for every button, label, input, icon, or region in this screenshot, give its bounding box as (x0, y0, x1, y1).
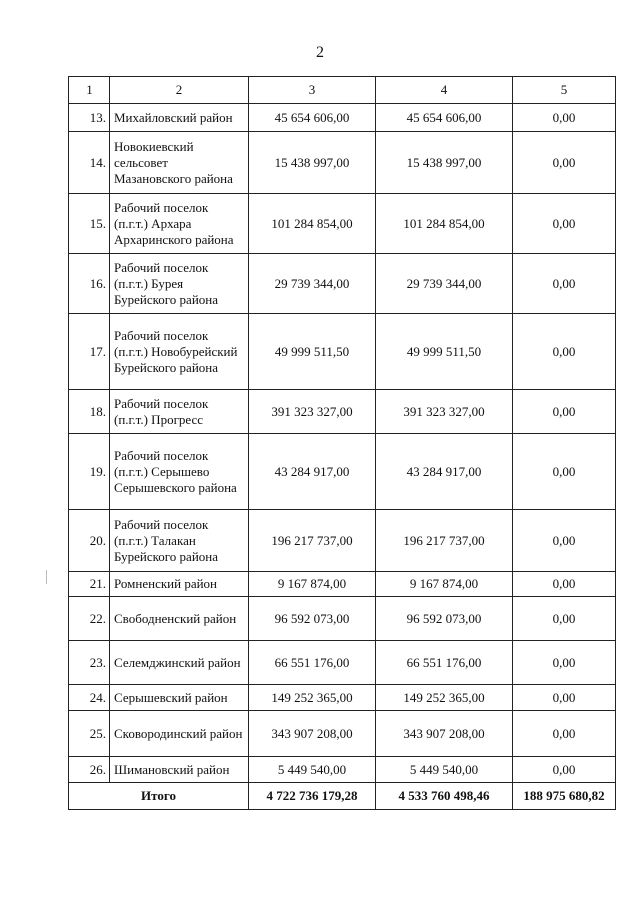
amount-col4: 391 323 327,00 (376, 390, 513, 434)
row-number: 26. (69, 757, 110, 783)
table-row (69, 597, 616, 641)
amount-col5: 0,00 (513, 757, 616, 783)
amount-col3: 15 438 997,00 (249, 132, 376, 194)
row-number: 17. (69, 314, 110, 390)
amount-col3: 43 284 917,00 (249, 434, 376, 510)
amount-col4: 45 654 606,00 (376, 104, 513, 132)
amount-col5: 0,00 (513, 641, 616, 685)
amount-col5: 0,00 (513, 194, 616, 254)
allocation-table (68, 76, 616, 810)
header-cell: 5 (513, 77, 616, 104)
scan-artifact (46, 570, 47, 584)
table-row (69, 757, 616, 783)
amount-col3: 101 284 854,00 (249, 194, 376, 254)
municipality-name: Свободненский район (110, 597, 249, 641)
table-row (69, 132, 616, 194)
amount-col5: 0,00 (513, 104, 616, 132)
amount-col5: 0,00 (513, 314, 616, 390)
amount-col3: 49 999 511,50 (249, 314, 376, 390)
amount-col4: 29 739 344,00 (376, 254, 513, 314)
amount-col4: 343 907 208,00 (376, 711, 513, 757)
amount-col4: 49 999 511,50 (376, 314, 513, 390)
amount-col3: 149 252 365,00 (249, 685, 376, 711)
municipality-name: Рабочий поселок (п.г.т.) Архара Архаринского района (110, 194, 249, 254)
amount-col5: 0,00 (513, 597, 616, 641)
municipality-name: Новокиевский сельсовет Мазановского района (110, 132, 249, 194)
header-cell: 4 (376, 77, 513, 104)
amount-col5: 0,00 (513, 390, 616, 434)
municipality-name: Серышевский район (110, 685, 249, 711)
total-col4: 4 533 760 498,46 (376, 783, 513, 810)
municipality-name: Ромненский район (110, 572, 249, 597)
row-number: 25. (69, 711, 110, 757)
table-row (69, 104, 616, 132)
amount-col5: 0,00 (513, 434, 616, 510)
amount-col4: 149 252 365,00 (376, 685, 513, 711)
amount-col3: 96 592 073,00 (249, 597, 376, 641)
table-row (69, 572, 616, 597)
table-row (69, 194, 616, 254)
amount-col4: 15 438 997,00 (376, 132, 513, 194)
amount-col5: 0,00 (513, 132, 616, 194)
amount-col4: 96 592 073,00 (376, 597, 513, 641)
table-row (69, 390, 616, 434)
page-number: 2 (316, 44, 324, 61)
municipality-name: Сковородинский район (110, 711, 249, 757)
amount-col5: 0,00 (513, 572, 616, 597)
amount-col4: 101 284 854,00 (376, 194, 513, 254)
table-row (69, 641, 616, 685)
amount-col4: 66 551 176,00 (376, 641, 513, 685)
row-number: 18. (69, 390, 110, 434)
header-cell: 3 (249, 77, 376, 104)
amount-col3: 196 217 737,00 (249, 510, 376, 572)
amount-col3: 45 654 606,00 (249, 104, 376, 132)
row-number: 16. (69, 254, 110, 314)
amount-col3: 9 167 874,00 (249, 572, 376, 597)
amount-col3: 343 907 208,00 (249, 711, 376, 757)
row-number: 21. (69, 572, 110, 597)
amount-col5: 0,00 (513, 685, 616, 711)
total-col5: 188 975 680,82 (513, 783, 616, 810)
row-number: 15. (69, 194, 110, 254)
total-label: Итого (69, 783, 249, 810)
municipality-name: Рабочий поселок (п.г.т.) Талакан Бурейского района (110, 510, 249, 572)
row-number: 22. (69, 597, 110, 641)
amount-col5: 0,00 (513, 510, 616, 572)
table-row (69, 254, 616, 314)
municipality-name: Рабочий поселок (п.г.т.) Серышево Серышевского района (110, 434, 249, 510)
row-number: 14. (69, 132, 110, 194)
amount-col4: 196 217 737,00 (376, 510, 513, 572)
amount-col3: 5 449 540,00 (249, 757, 376, 783)
row-number: 13. (69, 104, 110, 132)
total-col3: 4 722 736 179,28 (249, 783, 376, 810)
header-cell: 1 (69, 77, 110, 104)
table-row (69, 685, 616, 711)
amount-col5: 0,00 (513, 254, 616, 314)
municipality-name: Рабочий поселок (п.г.т.) Бурея Бурейского района (110, 254, 249, 314)
amount-col4: 43 284 917,00 (376, 434, 513, 510)
municipality-name: Шимановский район (110, 757, 249, 783)
row-number: 24. (69, 685, 110, 711)
row-number: 19. (69, 434, 110, 510)
total-row (69, 783, 616, 810)
amount-col4: 9 167 874,00 (376, 572, 513, 597)
table-row (69, 510, 616, 572)
municipality-name: Рабочий поселок (п.г.т.) Новобурейский Бурейского района (110, 314, 249, 390)
table-row (69, 434, 616, 510)
amount-col4: 5 449 540,00 (376, 757, 513, 783)
amount-col3: 29 739 344,00 (249, 254, 376, 314)
row-number: 23. (69, 641, 110, 685)
amount-col5: 0,00 (513, 711, 616, 757)
municipality-name: Селемджинский район (110, 641, 249, 685)
table-header-row (69, 77, 616, 104)
table-row (69, 711, 616, 757)
amount-col3: 66 551 176,00 (249, 641, 376, 685)
table-row (69, 314, 616, 390)
amount-col3: 391 323 327,00 (249, 390, 376, 434)
municipality-name: Рабочий поселок (п.г.т.) Прогресс (110, 390, 249, 434)
header-cell: 2 (110, 77, 249, 104)
municipality-name: Михайловский район (110, 104, 249, 132)
row-number: 20. (69, 510, 110, 572)
